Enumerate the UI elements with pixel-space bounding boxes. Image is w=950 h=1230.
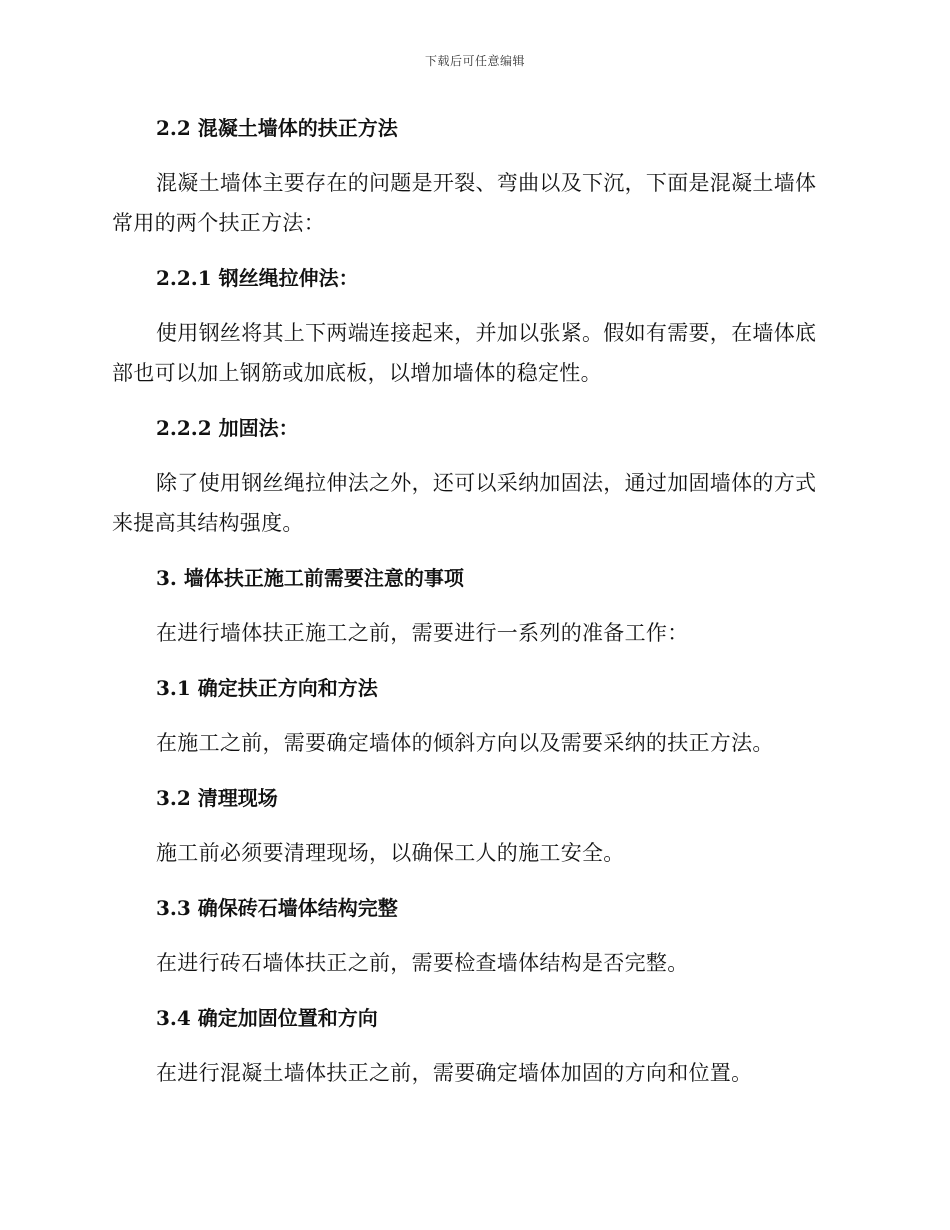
section-heading-3-1: 3.1 确定扶正方向和方法	[156, 676, 378, 700]
paragraph: 混凝土墙体主要存在的问题是开裂、弯曲以及下沉，下面是混凝土墙体常用的两个扶正方法：	[112, 171, 817, 235]
section-heading-2-2-2: 2.2.2 加固法：	[156, 416, 299, 440]
document-body	[112, 108, 832, 1108]
page-header: 下载后可任意编辑	[424, 54, 525, 68]
section-heading-2-2: 2.2 混凝土墙体的扶正方法	[156, 116, 398, 140]
paragraph: 除了使用钢丝绳拉伸法之外，还可以采纳加固法，通过加固墙体的方式来提高其结构强度。	[112, 471, 817, 535]
paragraph: 在进行混凝土墙体扶正之前，需要确定墙体加固的方向和位置。	[156, 1061, 753, 1085]
paragraph: 在施工之前，需要确定墙体的倾斜方向以及需要采纳的扶正方法。	[156, 731, 774, 755]
section-heading-3-3: 3.3 确保砖石墙体结构完整	[156, 896, 398, 920]
paragraph: 施工前必须要清理现场，以确保工人的施工安全。	[156, 841, 625, 865]
paragraph: 在进行墙体扶正施工之前，需要进行一系列的准备工作：	[156, 621, 689, 645]
paragraph: 在进行砖石墙体扶正之前，需要检查墙体结构是否完整。	[156, 951, 689, 975]
section-heading-3: 3. 墙体扶正施工前需要注意的事项	[156, 566, 464, 590]
paragraph: 使用钢丝将其上下两端连接起来，并加以张紧。假如有需要，在墙体底部也可以加上钢筋或加底板，以增加墙体的稳定性。	[112, 321, 817, 385]
section-heading-2-2-1: 2.2.1 钢丝绳拉伸法：	[156, 266, 359, 290]
section-heading-3-4: 3.4 确定加固位置和方向	[156, 1006, 378, 1030]
section-heading-3-2: 3.2 清理现场	[156, 786, 278, 810]
